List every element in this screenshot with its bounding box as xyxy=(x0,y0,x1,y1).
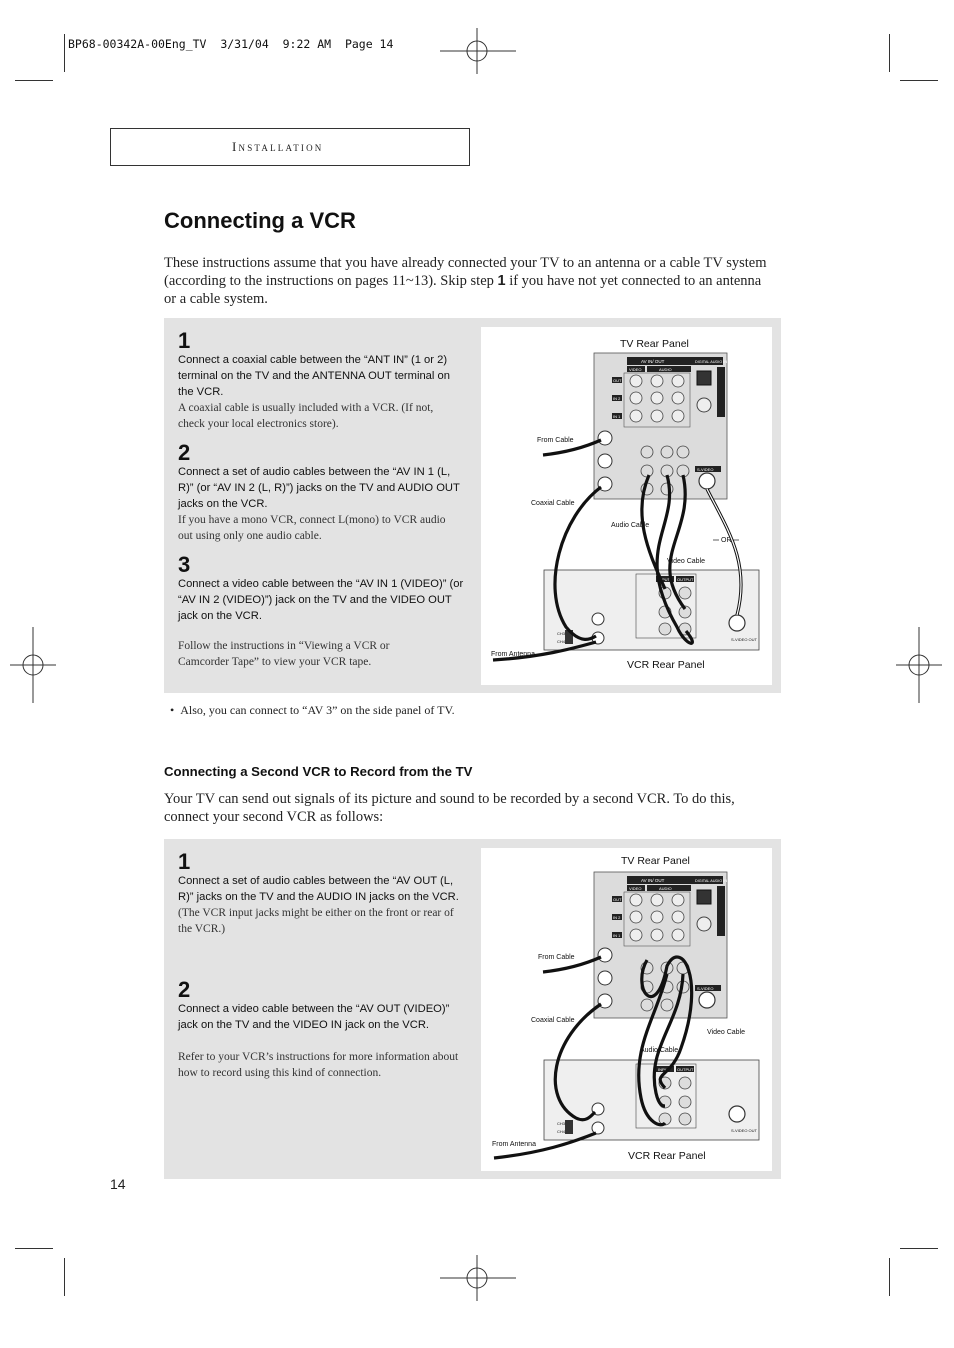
input-tag-label: INPUT xyxy=(658,1067,670,1072)
s-video-out-label: S-VIDEO OUT xyxy=(731,637,758,642)
s-video-tag-label: S-VIDEO xyxy=(697,467,714,472)
crop-mark xyxy=(889,34,890,72)
bullet-text: Also, you can connect to “AV 3” on the side panel of TV. xyxy=(180,703,455,717)
ch4-label: CH4 xyxy=(557,639,566,644)
step-note: If you have a mono VCR, connect L(mono) to VCR audio out using only one audio cable. xyxy=(178,514,446,542)
audio-header-label: AUDIO xyxy=(659,367,672,372)
crop-mark xyxy=(15,80,53,81)
audio-cable-label: Audio Cable xyxy=(640,1047,679,1054)
intro-text: These instructions assume that you have already connected your TV to an antenna or a cable TV system (according to the instructions on pages 11~13). Skip step xyxy=(164,255,767,289)
out-tag-label: OUT xyxy=(613,897,622,902)
in2-tag-label: IN 2 xyxy=(613,396,621,401)
page-title: Connecting a VCR xyxy=(164,208,356,233)
digital-audio-jack xyxy=(697,371,711,385)
side-label-bar xyxy=(717,367,725,417)
follow-note: Refer to your VCR’s instructions for more information about how to record using this kind of connection. xyxy=(178,1051,459,1079)
side-jack xyxy=(697,398,711,412)
s-video-out-label: S-VIDEO OUT xyxy=(731,1128,758,1133)
vcr-rear-panel-label: VCR Rear Panel xyxy=(627,659,705,671)
av-in-out-label: AV IN/ OUT xyxy=(641,878,665,883)
in1-tag-label: IN 1 xyxy=(613,414,621,419)
vcr-s-video-jack xyxy=(729,1106,745,1122)
step-instruction: Connect a set of audio cables between the “AV IN 1 (L, R)” (or “AV IN 2 (L, R)”) jacks on the TV and AUDIO OUT jacks on the VCR. xyxy=(178,466,460,510)
channel-switch xyxy=(565,1120,573,1134)
output-tag-label: OUTPUT xyxy=(677,1067,694,1072)
registration-mark xyxy=(440,1255,516,1301)
follow-note: Follow the instructions in “Viewing a VCR or Camcorder Tape” to view your VCR tape. xyxy=(178,640,390,668)
connection-diagram xyxy=(481,327,772,685)
side-label-bar xyxy=(717,886,725,936)
video-header-label: VIDEO xyxy=(629,367,642,372)
from-cable-label: From Cable xyxy=(538,954,575,961)
registration-mark xyxy=(10,627,56,703)
step-instruction: Connect a coaxial cable between the “ANT IN” (1 or 2) terminal on the TV and the ANTENNA OUT terminal on the VCR. xyxy=(178,354,450,398)
digital-audio-label: DIGITAL AUDIO IN xyxy=(695,360,728,364)
jack-grid xyxy=(630,894,684,941)
crop-mark xyxy=(889,1258,890,1296)
s-video-jack xyxy=(699,992,715,1008)
ch3-label: CH3 xyxy=(557,1121,566,1126)
out-tag-label: OUT xyxy=(613,378,622,383)
section-2-title: Connecting a Second VCR to Record from the TV xyxy=(164,764,473,779)
crop-mark xyxy=(64,1258,65,1296)
bullet-dot: • xyxy=(170,703,181,717)
video-header-label: VIDEO xyxy=(629,886,642,891)
crop-mark xyxy=(900,1248,938,1249)
step-instruction: Connect a set of audio cables between the “AV OUT (L, R)” jacks on the TV and the AUDIO IN jacks on the VCR. xyxy=(178,875,459,903)
intro-paragraph xyxy=(164,254,774,308)
step-2 xyxy=(178,442,462,544)
s-video-jack xyxy=(699,473,715,489)
step-note: (The VCR input jacks might be either on the front or rear of the VCR.) xyxy=(178,907,454,935)
digital-audio-jack xyxy=(697,890,711,904)
or-label: OR xyxy=(721,537,732,544)
instructions-panel-2 xyxy=(164,839,781,1179)
step-number: 1 xyxy=(178,849,191,874)
diagram-1-svg xyxy=(481,327,772,685)
from-cable-label: From Cable xyxy=(537,437,574,444)
step-number: 2 xyxy=(178,440,191,465)
crop-mark xyxy=(64,34,65,72)
crop-mark xyxy=(900,80,938,81)
input-tag-label: INPUT xyxy=(658,577,670,582)
registration-mark xyxy=(896,627,942,703)
vcr-rear-panel-label: VCR Rear Panel xyxy=(628,1150,706,1162)
step-number: 3 xyxy=(178,552,191,577)
vcr-ant-in-jack xyxy=(592,613,604,625)
step-instruction: Connect a video cable between the “AV IN 1 (VIDEO)” (or “AV IN 2 (VIDEO)”) jack on the TV and the VIDEO OUT jack on the VCR. xyxy=(178,578,464,622)
in2-tag-label: IN 2 xyxy=(613,915,621,920)
digital-audio-label: DIGITAL AUDIO IN xyxy=(695,879,728,883)
bullet-item xyxy=(170,703,455,718)
output-tag-label: OUTPUT xyxy=(677,577,694,582)
step-2 xyxy=(178,979,468,1033)
side-jack xyxy=(697,917,711,931)
audio-cable-label: Audio Cable xyxy=(611,522,650,529)
video-cable-label: Video Cable xyxy=(707,1029,746,1036)
coaxial-cable-label: Coaxial Cable xyxy=(531,500,575,507)
intro-text-end: if you have not yet connected to an antenna or a cable system. xyxy=(164,273,762,307)
video-cable-label: Video Cable xyxy=(667,558,706,565)
vcr-s-video-jack xyxy=(729,615,745,631)
jack-grid xyxy=(630,375,684,422)
connection-diagram xyxy=(481,848,772,1171)
section-2-intro: Your TV can send out signals of its picture and sound to be recorded by a second VCR. To do this, connect your second VCR as follows: xyxy=(164,791,735,825)
ch4-label: CH4 xyxy=(557,1129,566,1134)
coaxial-cable-label: Coaxial Cable xyxy=(531,1017,575,1024)
step-1 xyxy=(178,330,462,432)
step-instruction: Connect a video cable between the “AV OUT (VIDEO)” jack on the TV and the VIDEO IN jack on the VCR. xyxy=(178,1003,450,1031)
crop-mark xyxy=(15,1248,53,1249)
intro-bold-step: 1 xyxy=(497,273,506,289)
page-number: 14 xyxy=(110,1176,126,1192)
step-number: 2 xyxy=(178,977,191,1002)
audio-header-label: AUDIO xyxy=(659,886,672,891)
print-header: BP68-00342A-00Eng_TV 3/31/04 9:22 AM Page 14 xyxy=(68,37,394,51)
in1-tag-label: IN 1 xyxy=(613,933,621,938)
step-note: A coaxial cable is usually included with a VCR. (If not, check your local electronics store). xyxy=(178,402,434,430)
step-3 xyxy=(178,554,468,624)
step-1 xyxy=(178,851,462,937)
instructions-panel-1 xyxy=(164,318,781,693)
diagram-2-svg xyxy=(481,848,772,1171)
section-label: Installation xyxy=(232,139,324,154)
av-in-out-label: AV IN/ OUT xyxy=(641,359,665,364)
registration-mark xyxy=(440,28,516,74)
ch3-label: CH3 xyxy=(557,631,566,636)
from-antenna-label: From Antenna xyxy=(492,1141,536,1148)
tv-rear-panel-label: TV Rear Panel xyxy=(621,855,690,867)
s-video-tag-label: S-VIDEO xyxy=(697,986,714,991)
tv-rear-panel-label: TV Rear Panel xyxy=(620,338,689,350)
step-number: 1 xyxy=(178,328,191,353)
from-antenna-label: From Antenna xyxy=(491,651,535,658)
